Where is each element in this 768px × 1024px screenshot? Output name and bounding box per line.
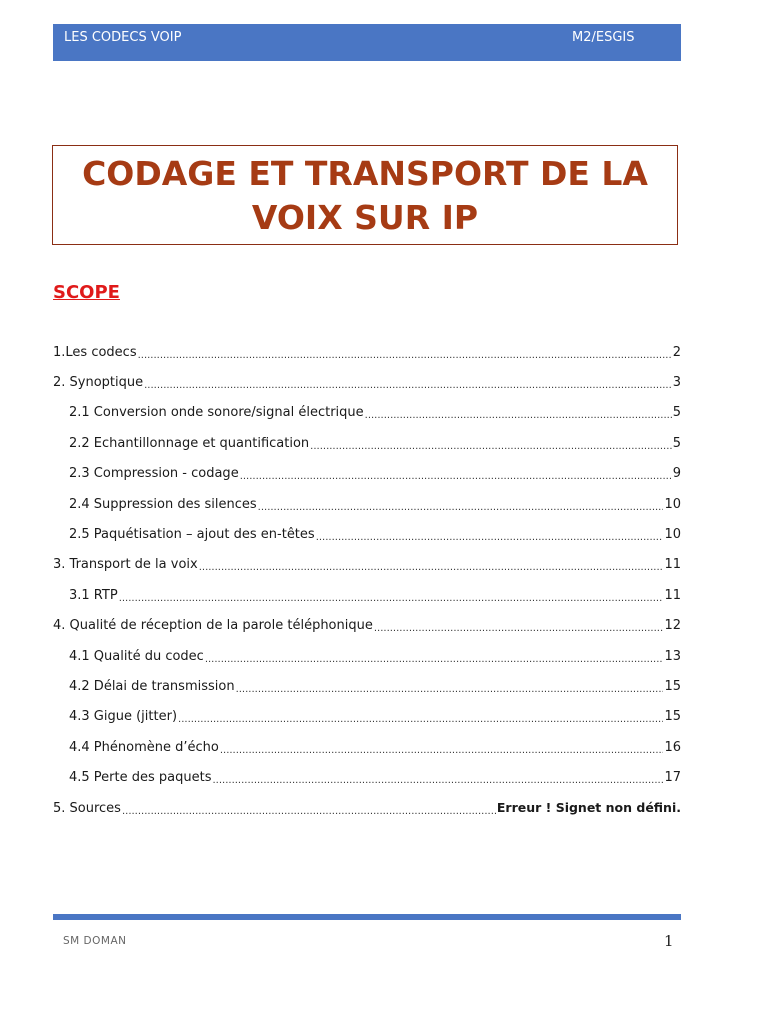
- toc-entry[interactable]: [53, 793, 681, 823]
- footer-divider: [53, 914, 681, 920]
- toc-dot-leader: [122, 804, 496, 817]
- toc-entry-label: 4.3 Gigue (jitter): [69, 709, 178, 725]
- toc-entry-page: 15: [664, 678, 681, 694]
- toc-entry[interactable]: [53, 641, 681, 671]
- toc-entry[interactable]: [53, 671, 681, 701]
- toc-dot-leader: [178, 712, 663, 725]
- toc-dot-leader: [205, 652, 664, 665]
- toc-entry-label: 4. Qualité de réception de la parole téléphonique: [53, 618, 373, 634]
- toc-dot-leader: [240, 469, 672, 482]
- header-class-label: M2/ESGIS: [572, 30, 635, 45]
- toc-entry[interactable]: [53, 611, 681, 641]
- toc-entry-page: Erreur ! Signet non défini.: [496, 799, 681, 815]
- toc-entry[interactable]: [53, 337, 681, 367]
- toc-entry[interactable]: [53, 580, 681, 610]
- toc-entry-page: 15: [664, 709, 681, 725]
- document-title-box: [52, 145, 678, 245]
- toc-dot-leader: [310, 439, 672, 452]
- document-title-line-1: CODAGE ET TRANSPORT DE LA: [82, 154, 648, 193]
- toc-entry-label: 2.4 Suppression des silences: [69, 496, 257, 512]
- toc-dot-leader: [213, 773, 664, 786]
- toc-entry-page: 13: [664, 648, 681, 664]
- toc-dot-leader: [365, 408, 672, 421]
- toc-entry-label: 4.1 Qualité du codec: [69, 648, 204, 664]
- toc-entry[interactable]: [53, 702, 681, 732]
- toc-entry-page: 9: [672, 466, 681, 482]
- page-header-bar: [53, 24, 681, 61]
- toc-entry-page: 10: [664, 527, 681, 543]
- toc-entry-label: 2.5 Paquétisation – ajout des en-têtes: [69, 527, 315, 543]
- document-title-line-2: VOIX SUR IP: [251, 198, 479, 237]
- toc-entry-label: 2. Synoptique: [53, 375, 144, 391]
- toc-entry-page: 11: [664, 587, 681, 603]
- toc-entry-label: 4.5 Perte des paquets: [69, 770, 212, 786]
- toc-dot-leader: [199, 560, 664, 573]
- toc-dot-leader: [138, 348, 672, 361]
- toc-entry-page: 5: [672, 405, 681, 421]
- toc-dot-leader: [374, 621, 664, 634]
- toc-entry[interactable]: [53, 762, 681, 792]
- toc-entry[interactable]: [53, 428, 681, 458]
- toc-entry-label: 3. Transport de la voix: [53, 557, 198, 573]
- toc-dot-leader: [316, 530, 664, 543]
- toc-dot-leader: [144, 378, 672, 391]
- toc-entry-label: 2.2 Echantillonnage et quantification: [69, 435, 310, 451]
- toc-dot-leader: [258, 500, 664, 513]
- toc-entry-label: 1.Les codecs: [53, 344, 137, 360]
- toc-entry-page: 10: [664, 496, 681, 512]
- toc-entry[interactable]: [53, 367, 681, 397]
- table-of-contents: [53, 337, 681, 823]
- toc-entry[interactable]: [53, 459, 681, 489]
- toc-entry-page: 16: [664, 739, 681, 755]
- toc-entry-page: 3: [672, 375, 681, 391]
- toc-entry-page: 11: [664, 557, 681, 573]
- toc-dot-leader: [236, 682, 664, 695]
- header-course-title: LES CODECS VOIP: [64, 30, 182, 45]
- toc-entry-page: 12: [664, 618, 681, 634]
- toc-dot-leader: [119, 591, 664, 604]
- toc-entry[interactable]: [53, 519, 681, 549]
- toc-entry[interactable]: [53, 550, 681, 580]
- toc-entry[interactable]: [53, 732, 681, 762]
- toc-entry[interactable]: [53, 489, 681, 519]
- scope-heading: SCOPE: [53, 282, 120, 303]
- toc-entry-label: 2.1 Conversion onde sonore/signal électrique: [69, 405, 364, 421]
- toc-entry-page: 2: [672, 344, 681, 360]
- toc-entry-page: 17: [664, 770, 681, 786]
- toc-entry-label: 3.1 RTP: [69, 587, 118, 603]
- toc-entry-label: 4.4 Phénomène d’écho: [69, 739, 219, 755]
- toc-entry[interactable]: [53, 398, 681, 428]
- footer-author: SM DOMAN: [63, 935, 127, 947]
- footer-page-number: 1: [664, 932, 674, 950]
- toc-entry-label: 5. Sources: [53, 800, 121, 816]
- toc-entry-page: 5: [672, 435, 681, 451]
- toc-entry-label: 2.3 Compression - codage: [69, 466, 239, 482]
- toc-dot-leader: [220, 743, 664, 756]
- toc-entry-label: 4.2 Délai de transmission: [69, 678, 235, 694]
